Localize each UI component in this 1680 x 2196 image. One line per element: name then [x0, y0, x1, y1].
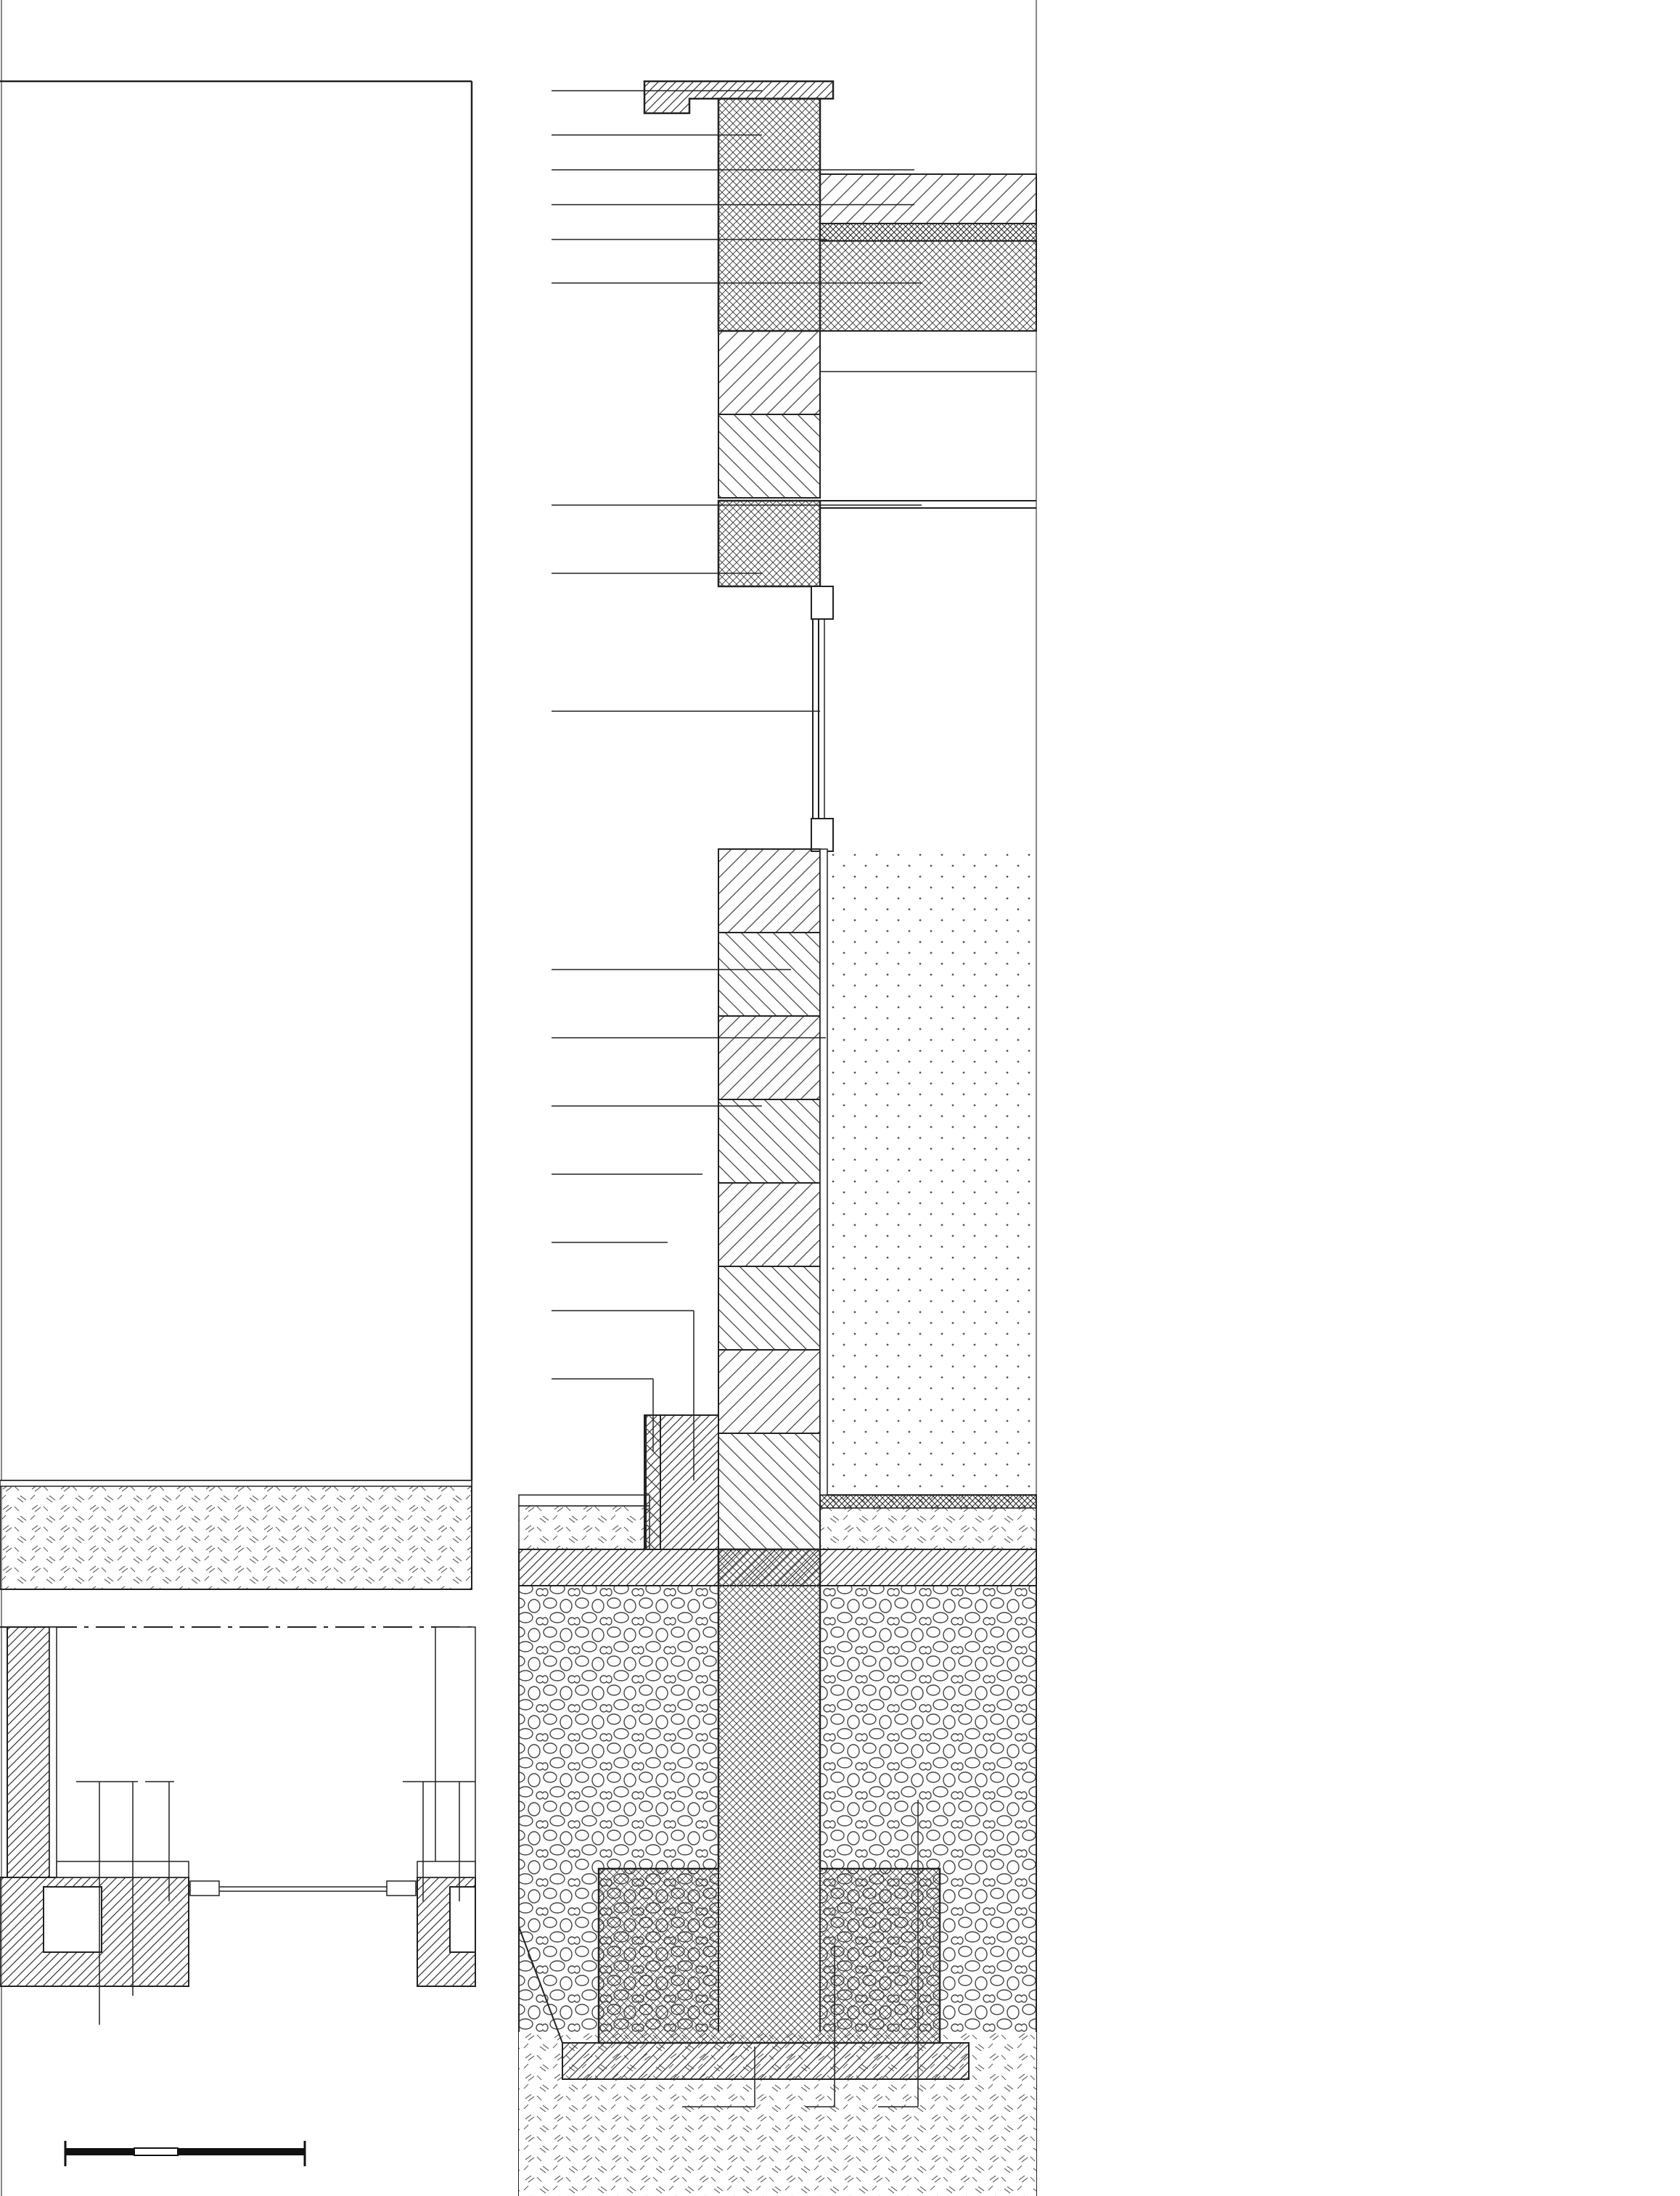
plan-section — [0, 1627, 475, 2025]
text-panel — [1103, 71, 1604, 100]
scale-bar — [65, 2141, 305, 2166]
vertical-section — [519, 81, 1036, 2196]
